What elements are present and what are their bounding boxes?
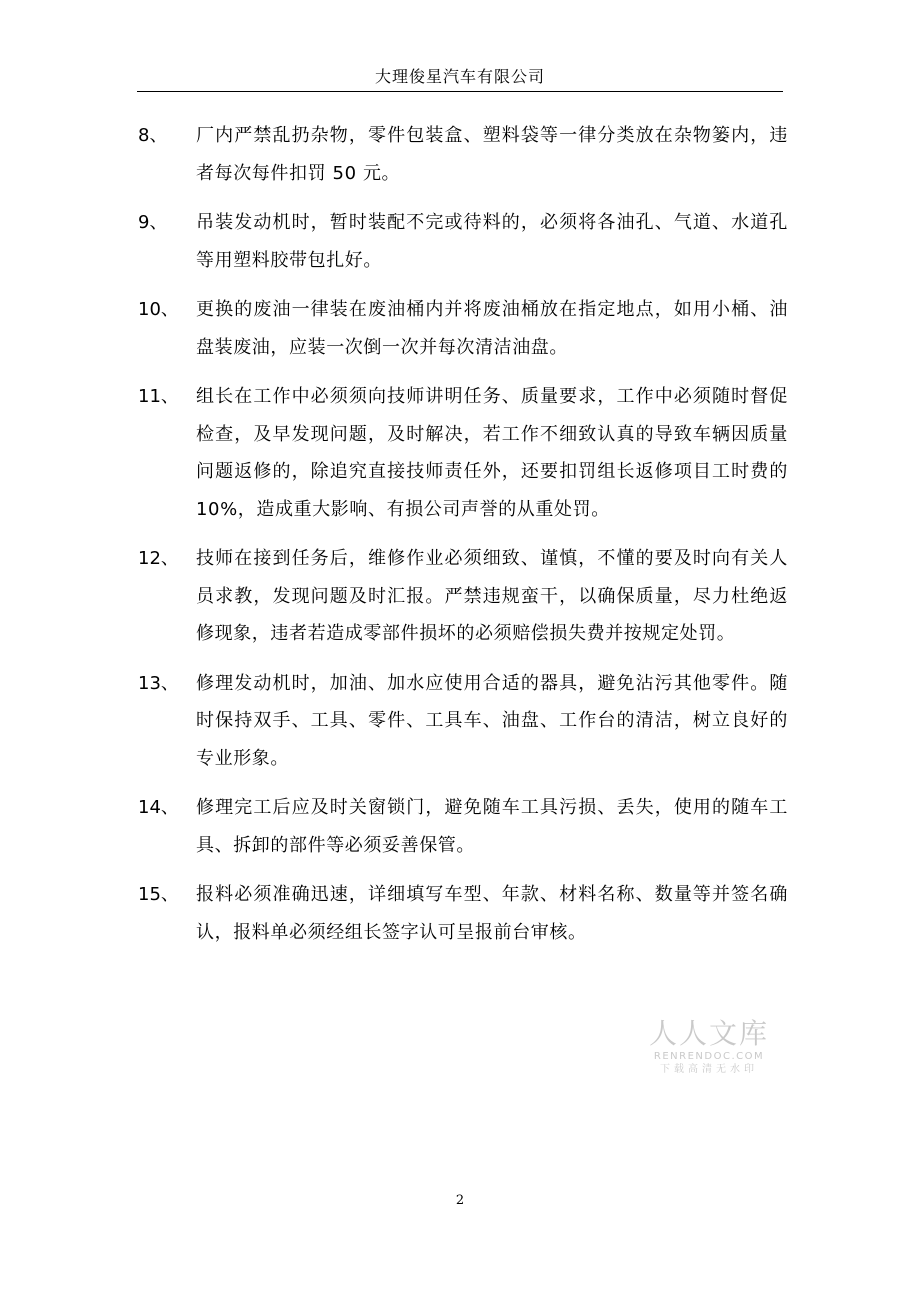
list-item [138, 876, 788, 951]
item-text: 报料必须准确迅速，详细填写车型、年款、材料名称、数量等并签名确认，报料单必须经组长签字认可呈报前台审核。 [196, 884, 788, 943]
item-number: 8、 [138, 125, 168, 146]
watermark-url: RENRENDOC.COM [653, 1051, 765, 1062]
header-divider [137, 91, 783, 92]
watermark-subtitle: 下载高清无水印 [660, 1064, 758, 1075]
item-text: 修理发动机时，加油、加水应使用合适的器具，避免沾污其他零件。随时保持双手、工具、零件、工具车、油盘、工作台的清洁，树立良好的专业形象。 [196, 672, 788, 769]
item-text: 厂内严禁乱扔杂物，零件包装盒、塑料袋等一律分类放在杂物篓内，违者每次每件扣罚 50 元。 [196, 125, 788, 184]
header-title: 大理俊星汽车有限公司 [374, 67, 545, 86]
item-text: 吊装发动机时，暂时装配不完或待料的，必须将各油孔、气道、水道孔等用塑料胶带包扎好。 [196, 212, 788, 271]
item-text: 技师在接到任务后，维修作业必须细致、谨慎，不懂的要及时向有关人员求教，发现问题及时汇报。严禁违规蛮干，以确保质量，尽力杜绝返修现象，违者若造成零部件损坏的必须赔偿损失费并按规定处罚。 [196, 548, 788, 644]
item-number: 9、 [138, 212, 168, 233]
item-number: 13、 [138, 672, 179, 694]
item-text: 修理完工后应及时关窗锁门，避免随车工具污损、丢失，使用的随车工具、拆卸的部件等必须妥善保管。 [196, 797, 788, 856]
list-item [138, 540, 788, 653]
item-text: 组长在工作中必须须向技师讲明任务、质量要求，工作中必须随时督促检查，及早发现问题，及时解决，若工作不细致认真的导致车辆因质量问题返修的，除追究直接技师责任外，还要扣罚组长返修项目工时费的 10%，造成重大影响、有损公司声誉的从重处罚。 [196, 386, 788, 520]
item-number: 10、 [138, 299, 179, 320]
list-item [138, 665, 788, 778]
watermark-logo [634, 1018, 784, 1076]
list-item [138, 291, 788, 366]
item-text: 更换的废油一律装在废油桶内并将废油桶放在指定地点，如用小桶、油盘装废油，应装一次倒一次并每次清洁油盘。 [196, 299, 788, 358]
item-number: 12、 [138, 548, 179, 569]
list-item [138, 204, 788, 279]
rules-list [138, 117, 788, 963]
watermark-title: 人人文库 [648, 1017, 769, 1050]
item-number: 14、 [138, 797, 179, 818]
item-number: 15、 [138, 884, 179, 905]
item-number: 11、 [138, 386, 179, 407]
page-number: 2 [455, 1193, 465, 1208]
list-item [138, 117, 788, 192]
list-item [138, 378, 788, 528]
list-item [138, 789, 788, 864]
